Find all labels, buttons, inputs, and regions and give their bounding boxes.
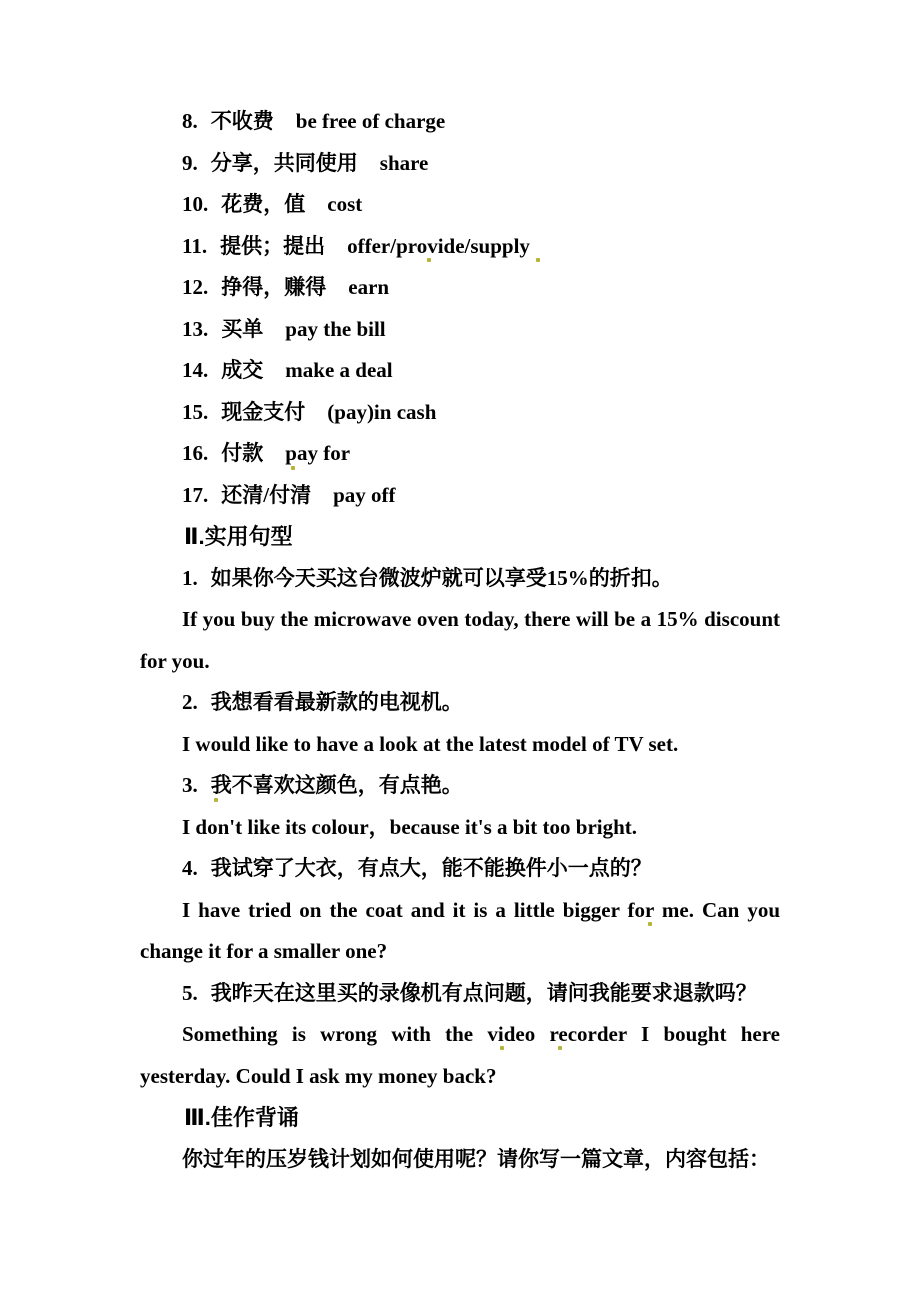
sentence-zh-3 [140,765,780,807]
item-chinese: 现金支付 [221,399,306,424]
item-english: earn [348,275,390,299]
item-english: pay for [285,441,351,465]
vocab-item-12 [140,267,780,309]
section-heading-model-writing: Ⅲ.佳作背诵 [184,1105,299,1130]
item-english: cost [327,192,363,216]
item-number: 3. [182,773,198,797]
vocab-item-17 [140,475,780,517]
sentence-en-1: If you buy the microwave oven today, there will be a 15% discount for you. [140,607,780,673]
item-number: 11. [182,233,208,258]
item-english: pay the bill [285,316,386,341]
item-number: 16. [182,441,209,465]
sentence-chinese: 我昨天在这里买的录像机有点问题，请问我能要求退款吗？ [210,980,757,1005]
vocab-item-14 [140,350,780,392]
item-chinese: 还清/付清 [221,482,312,507]
item-number: 8. [182,109,198,133]
item-english: make a deal [285,358,393,382]
scan-artifact-dot [558,1046,562,1050]
scan-artifact-dot [648,922,652,926]
item-chinese: 付款 [221,441,264,465]
vocab-item-9 [140,143,780,185]
item-english: offer/provide/supply [347,233,530,258]
section-heading-practical-sentences: Ⅱ.实用句型 [184,524,293,549]
item-number: 13. [182,316,209,341]
vocab-item-13 [140,309,780,351]
sentence-chinese: 我不喜欢这颜色，有点艳。 [210,773,463,797]
vocab-item-11 [140,226,780,268]
sentence-zh-4 [140,848,780,890]
writing-prompt: 你过年的压岁钱计划如何使用呢？请你写一篇文章，内容包括： [182,1146,770,1171]
item-chinese: 不收费 [210,109,274,133]
sentence-en-4: I have tried on the coat and it is a little bigger for me. Can you change it for a smaller one? [140,897,780,963]
sentence-zh-5 [140,973,780,1015]
item-english: be free of charge [295,109,446,133]
scan-artifact-dot [214,798,218,802]
item-chinese: 提供；提出 [220,233,326,258]
item-number: 17. [182,482,209,507]
sentence-en-3: I don't like its colour，because it's a bit too bright. [182,814,638,839]
vocab-item-10 [140,184,780,226]
item-number: 15. [182,399,209,424]
item-chinese: 成交 [221,358,264,382]
scan-artifact-dot [291,466,295,470]
item-number: 9. [182,150,198,175]
item-number: 4. [182,856,198,880]
sentence-en-2: I would like to have a look at the latest model of TV set. [182,731,679,756]
scan-artifact-dot [536,258,540,262]
vocab-item-8 [140,101,780,143]
item-chinese: 挣得，赚得 [221,275,327,299]
item-chinese: 买单 [221,316,264,341]
item-english: (pay)in cash [327,399,437,424]
item-number: 10. [182,192,209,216]
vocab-item-15 [140,392,780,434]
scan-artifact-dot [427,258,431,262]
sentence-chinese: 我想看看最新款的电视机。 [210,690,463,714]
item-english: pay off [333,482,396,507]
item-number: 14. [182,358,209,382]
item-number: 5. [182,980,198,1005]
sentence-zh-1 [140,558,780,600]
item-chinese: 分享，共同使用 [210,150,358,175]
item-number: 12. [182,275,209,299]
item-english: share [379,150,429,175]
sentence-zh-2 [140,682,780,724]
item-number: 1. [182,565,198,590]
sentence-chinese: 如果你今天买这台微波炉就可以享受15%的折扣。 [210,565,673,590]
scan-artifact-dot [500,1046,504,1050]
item-chinese: 花费，值 [221,192,306,216]
sentence-chinese: 我试穿了大衣，有点大，能不能换件小一点的？ [210,856,652,880]
document-content [140,0,780,1180]
sentence-en-5: Something is wrong with the video recorder I bought here yesterday. Could I ask my money back? [140,1022,780,1088]
item-number: 2. [182,690,198,714]
vocab-item-16 [140,433,780,475]
